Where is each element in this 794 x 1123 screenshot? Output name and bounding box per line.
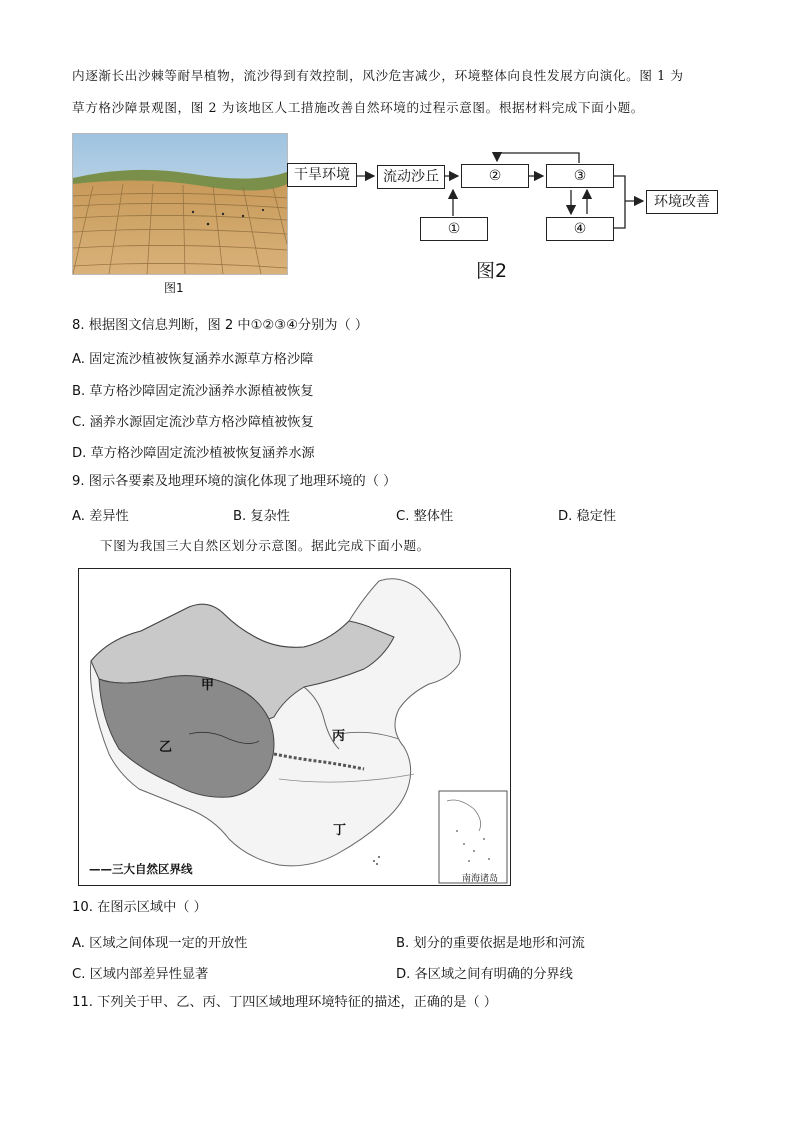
q9-option-d: D. 稳定性 <box>558 509 617 524</box>
q9-option-a: A. 差异性 <box>72 509 129 524</box>
q10-stem: 10. 在图示区域中（ ） <box>72 900 207 915</box>
q10-option-a: A. 区域之间体现一定的开放性 <box>72 936 248 951</box>
box-moving-dune: 流动沙丘 <box>377 165 445 189</box>
label-yi: 乙 <box>159 740 173 755</box>
box-environment-improve: 环境改善 <box>646 190 718 214</box>
inset-label: 南海诸岛 <box>462 874 499 884</box>
intro-line-1: 内逐渐长出沙棘等耐旱植物，流沙得到有效控制，风沙危害减少，环境整体向良性发展方向演化。图 1 为 <box>72 68 684 83</box>
q8-option-d: D. 草方格沙障固定流沙植被恢复涵养水源 <box>72 446 315 461</box>
q10-option-b: B. 划分的重要依据是地形和河流 <box>396 936 585 951</box>
box-4: ④ <box>546 217 614 241</box>
flow-arrows <box>0 0 794 300</box>
box-3: ③ <box>546 164 614 188</box>
intro-2: 下图为我国三大自然区划分示意图。据此完成下面小题。 <box>100 538 430 553</box>
figure1-caption: 图1 <box>164 281 184 295</box>
intro-line-2: 草方格沙障景观图，图 2 为该地区人工措施改善自然环境的过程示意图。根据材料完成下面小题。 <box>72 100 644 115</box>
label-bing: 丙 <box>332 729 346 744</box>
box-2: ② <box>461 164 529 188</box>
q11-stem: 11. 下列关于甲、乙、丙、丁四区域地理环境特征的描述，正确的是（ ） <box>72 995 497 1010</box>
map-legend: ——三大自然区界线 <box>89 862 193 876</box>
q10-option-d: D. 各区域之间有明确的分界线 <box>396 967 573 982</box>
figure2-caption: 图2 <box>476 260 508 282</box>
box-arid-environment: 干旱环境 <box>287 163 357 187</box>
box-1: ① <box>420 217 488 241</box>
label-jia: 甲 <box>201 678 215 693</box>
china-natural-regions-map <box>78 568 511 886</box>
q8-option-a: A. 固定流沙植被恢复涵养水源草方格沙障 <box>72 352 314 367</box>
q8-option-c: C. 涵养水源固定流沙草方格沙障植被恢复 <box>72 415 314 430</box>
q9-stem: 9. 图示各要素及地理环境的演化体现了地理环境的（ ） <box>72 474 397 489</box>
q9-option-c: C. 整体性 <box>396 509 454 524</box>
q9-option-b: B. 复杂性 <box>233 509 290 524</box>
label-ding: 丁 <box>333 823 347 838</box>
q8-stem: 8. 根据图文信息判断，图 2 中①②③④分别为（ ） <box>72 318 369 333</box>
q10-option-c: C. 区域内部差异性显著 <box>72 967 209 982</box>
q8-option-b: B. 草方格沙障固定流沙涵养水源植被恢复 <box>72 384 314 399</box>
